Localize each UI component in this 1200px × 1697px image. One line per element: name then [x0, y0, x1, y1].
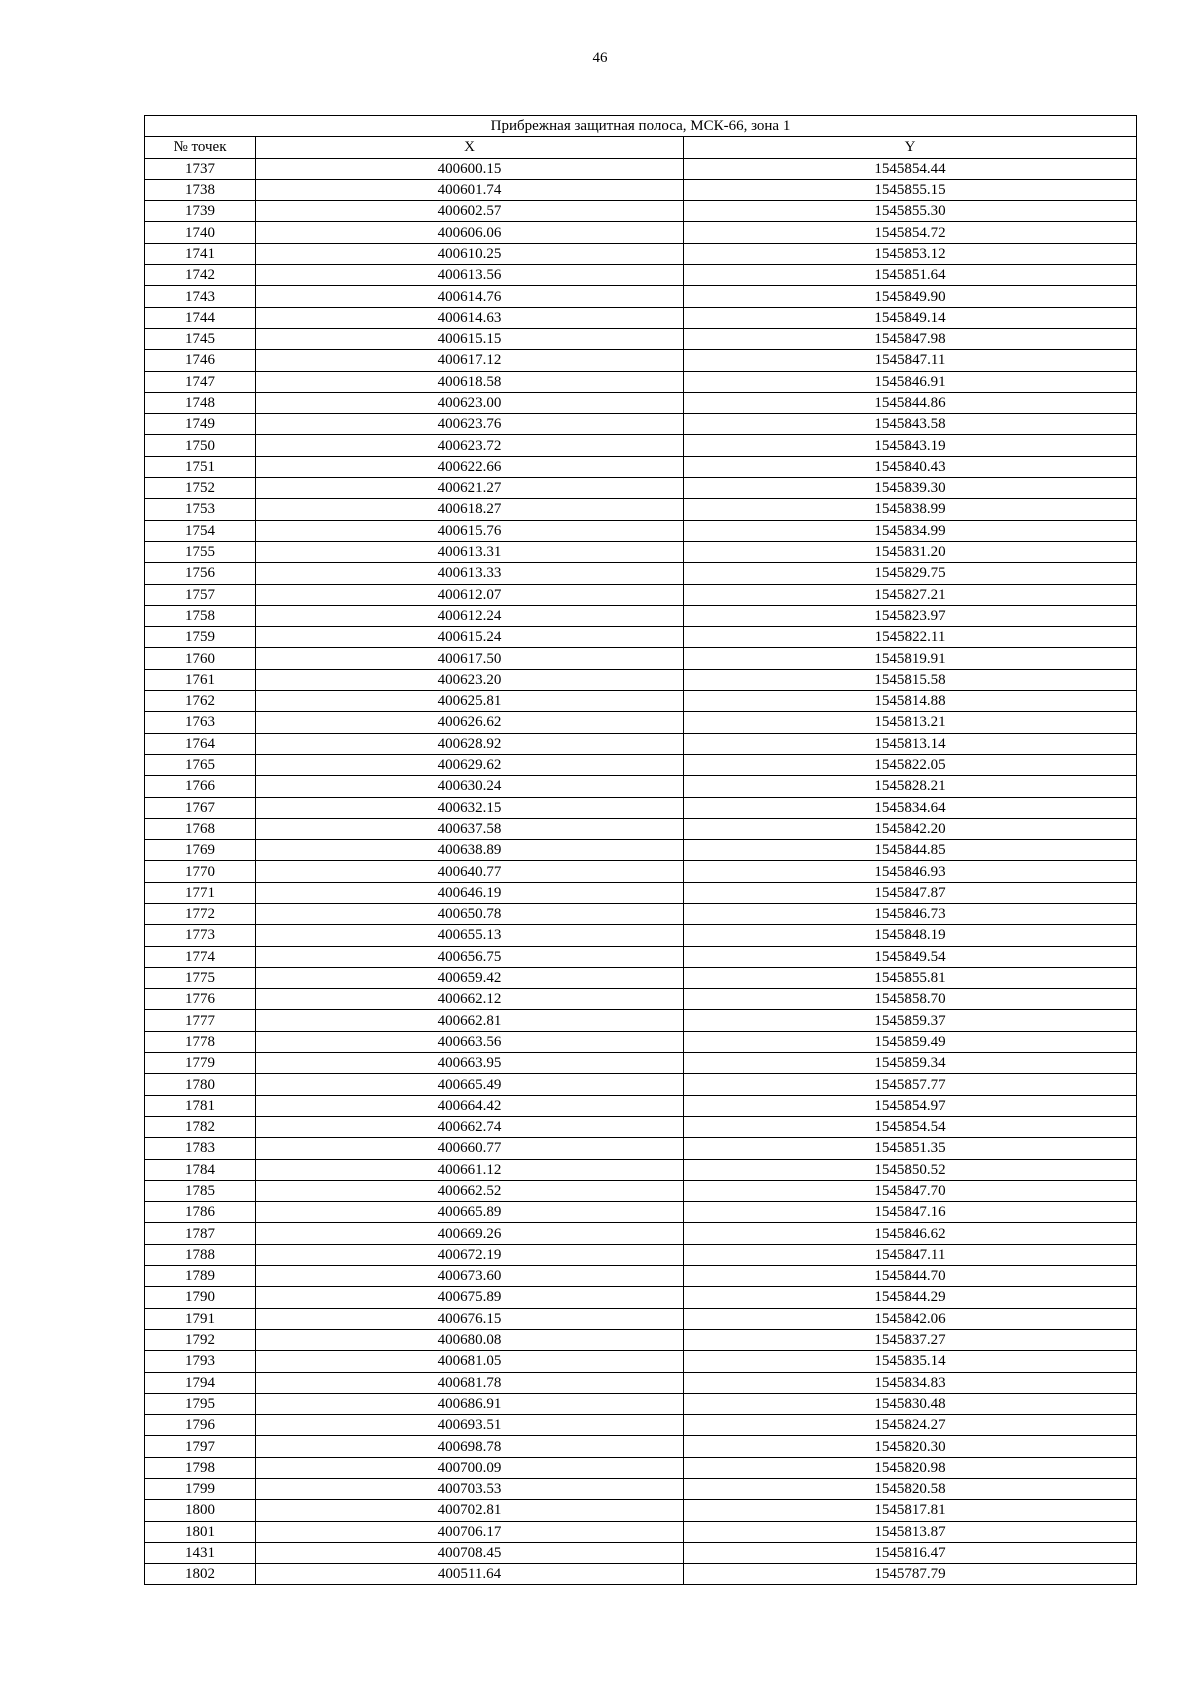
table-row	[145, 1266, 1137, 1287]
table-row	[145, 1351, 1137, 1372]
point-number-cell: 1743	[145, 286, 256, 307]
y-coordinate-cell: 1545843.58	[684, 414, 1137, 435]
header-point-number: № точек	[145, 137, 256, 158]
point-number-cell: 1762	[145, 691, 256, 712]
x-coordinate-cell: 400613.56	[256, 265, 684, 286]
point-number-cell: 1793	[145, 1351, 256, 1372]
x-coordinate-cell: 400706.17	[256, 1521, 684, 1542]
x-coordinate-cell: 400628.92	[256, 733, 684, 754]
x-coordinate-cell: 400662.52	[256, 1180, 684, 1201]
point-number-cell: 1780	[145, 1074, 256, 1095]
point-number-cell: 1741	[145, 243, 256, 264]
point-number-cell: 1750	[145, 435, 256, 456]
x-coordinate-cell: 400618.58	[256, 371, 684, 392]
y-coordinate-cell: 1545834.83	[684, 1372, 1137, 1393]
point-number-cell: 1740	[145, 222, 256, 243]
y-coordinate-cell: 1545827.21	[684, 584, 1137, 605]
point-number-cell: 1794	[145, 1372, 256, 1393]
y-coordinate-cell: 1545847.98	[684, 328, 1137, 349]
table-row	[145, 754, 1137, 775]
x-coordinate-cell: 400650.78	[256, 903, 684, 924]
x-coordinate-cell: 400665.49	[256, 1074, 684, 1095]
point-number-cell: 1800	[145, 1500, 256, 1521]
x-coordinate-cell: 400660.77	[256, 1138, 684, 1159]
y-coordinate-cell: 1545842.20	[684, 818, 1137, 839]
y-coordinate-cell: 1545854.44	[684, 158, 1137, 179]
y-coordinate-cell: 1545846.73	[684, 903, 1137, 924]
table-row	[145, 1074, 1137, 1095]
point-number-cell: 1801	[145, 1521, 256, 1542]
x-coordinate-cell: 400612.24	[256, 605, 684, 626]
point-number-cell: 1739	[145, 201, 256, 222]
x-coordinate-cell: 400663.95	[256, 1053, 684, 1074]
y-coordinate-cell: 1545839.30	[684, 478, 1137, 499]
y-coordinate-cell: 1545858.70	[684, 989, 1137, 1010]
x-coordinate-cell: 400675.89	[256, 1287, 684, 1308]
x-coordinate-cell: 400614.76	[256, 286, 684, 307]
table-row	[145, 179, 1137, 200]
table-row	[145, 1180, 1137, 1201]
table-row	[145, 840, 1137, 861]
point-number-cell: 1777	[145, 1010, 256, 1031]
table-row	[145, 435, 1137, 456]
y-coordinate-cell: 1545834.64	[684, 797, 1137, 818]
x-coordinate-cell: 400615.24	[256, 627, 684, 648]
point-number-cell: 1769	[145, 840, 256, 861]
x-coordinate-cell: 400662.12	[256, 989, 684, 1010]
x-coordinate-cell: 400686.91	[256, 1393, 684, 1414]
table-row	[145, 478, 1137, 499]
table-row	[145, 989, 1137, 1010]
table-row	[145, 286, 1137, 307]
point-number-cell: 1756	[145, 563, 256, 584]
table-row	[145, 967, 1137, 988]
point-number-cell: 1789	[145, 1266, 256, 1287]
x-coordinate-cell: 400623.00	[256, 392, 684, 413]
y-coordinate-cell: 1545849.14	[684, 307, 1137, 328]
point-number-cell: 1742	[145, 265, 256, 286]
x-coordinate-cell: 400600.15	[256, 158, 684, 179]
point-number-cell: 1798	[145, 1457, 256, 1478]
table-row	[145, 1202, 1137, 1223]
x-coordinate-cell: 400606.06	[256, 222, 684, 243]
table-row	[145, 414, 1137, 435]
point-number-cell: 1773	[145, 925, 256, 946]
table-row	[145, 712, 1137, 733]
table-row	[145, 648, 1137, 669]
point-number-cell: 1776	[145, 989, 256, 1010]
y-coordinate-cell: 1545817.81	[684, 1500, 1137, 1521]
y-coordinate-cell: 1545838.99	[684, 499, 1137, 520]
y-coordinate-cell: 1545813.21	[684, 712, 1137, 733]
point-number-cell: 1763	[145, 712, 256, 733]
x-coordinate-cell: 400708.45	[256, 1542, 684, 1563]
x-coordinate-cell: 400625.81	[256, 691, 684, 712]
x-coordinate-cell: 400617.12	[256, 350, 684, 371]
table-row	[145, 627, 1137, 648]
y-coordinate-cell: 1545847.70	[684, 1180, 1137, 1201]
point-number-cell: 1761	[145, 669, 256, 690]
point-number-cell: 1431	[145, 1542, 256, 1563]
point-number-cell: 1766	[145, 776, 256, 797]
x-coordinate-cell: 400626.62	[256, 712, 684, 733]
x-coordinate-cell: 400673.60	[256, 1266, 684, 1287]
table-row	[145, 1542, 1137, 1563]
y-coordinate-cell: 1545829.75	[684, 563, 1137, 584]
x-coordinate-cell: 400615.76	[256, 520, 684, 541]
point-number-cell: 1788	[145, 1244, 256, 1265]
point-number-cell: 1775	[145, 967, 256, 988]
point-number-cell: 1768	[145, 818, 256, 839]
table-row	[145, 563, 1137, 584]
table-row	[145, 818, 1137, 839]
y-coordinate-cell: 1545859.49	[684, 1031, 1137, 1052]
y-coordinate-cell: 1545846.91	[684, 371, 1137, 392]
point-number-cell: 1752	[145, 478, 256, 499]
y-coordinate-cell: 1545844.86	[684, 392, 1137, 413]
point-number-cell: 1778	[145, 1031, 256, 1052]
x-coordinate-cell: 400618.27	[256, 499, 684, 520]
x-coordinate-cell: 400676.15	[256, 1308, 684, 1329]
table-row	[145, 1457, 1137, 1478]
y-coordinate-cell: 1545824.27	[684, 1415, 1137, 1436]
table-row	[145, 903, 1137, 924]
point-number-cell: 1787	[145, 1223, 256, 1244]
y-coordinate-cell: 1545820.58	[684, 1479, 1137, 1500]
x-coordinate-cell: 400640.77	[256, 861, 684, 882]
point-number-cell: 1737	[145, 158, 256, 179]
table-row	[145, 882, 1137, 903]
x-coordinate-cell: 400662.81	[256, 1010, 684, 1031]
table-body	[145, 158, 1137, 1585]
point-number-cell: 1758	[145, 605, 256, 626]
table-row	[145, 925, 1137, 946]
table-row	[145, 669, 1137, 690]
y-coordinate-cell: 1545822.05	[684, 754, 1137, 775]
x-coordinate-cell: 400702.81	[256, 1500, 684, 1521]
y-coordinate-cell: 1545813.87	[684, 1521, 1137, 1542]
y-coordinate-cell: 1545847.16	[684, 1202, 1137, 1223]
y-coordinate-cell: 1545823.97	[684, 605, 1137, 626]
point-number-cell: 1797	[145, 1436, 256, 1457]
table-row	[145, 1244, 1137, 1265]
table-row	[145, 776, 1137, 797]
table-row	[145, 243, 1137, 264]
table-row	[145, 733, 1137, 754]
point-number-cell: 1744	[145, 307, 256, 328]
x-coordinate-cell: 400637.58	[256, 818, 684, 839]
x-coordinate-cell: 400613.31	[256, 541, 684, 562]
table-caption-row	[145, 116, 1137, 137]
x-coordinate-cell: 400665.89	[256, 1202, 684, 1223]
y-coordinate-cell: 1545846.93	[684, 861, 1137, 882]
y-coordinate-cell: 1545830.48	[684, 1393, 1137, 1414]
y-coordinate-cell: 1545851.35	[684, 1138, 1137, 1159]
table-row	[145, 520, 1137, 541]
coordinates-table	[144, 115, 1137, 1585]
y-coordinate-cell: 1545855.15	[684, 179, 1137, 200]
x-coordinate-cell: 400672.19	[256, 1244, 684, 1265]
point-number-cell: 1751	[145, 456, 256, 477]
x-coordinate-cell: 400681.05	[256, 1351, 684, 1372]
point-number-cell: 1802	[145, 1564, 256, 1585]
point-number-cell: 1772	[145, 903, 256, 924]
x-coordinate-cell: 400602.57	[256, 201, 684, 222]
table-caption: Прибрежная защитная полоса, МСК-66, зона 1	[145, 116, 1137, 137]
y-coordinate-cell: 1545847.87	[684, 882, 1137, 903]
table-row	[145, 1479, 1137, 1500]
table-row	[145, 946, 1137, 967]
table-row	[145, 201, 1137, 222]
table-row	[145, 499, 1137, 520]
point-number-cell: 1760	[145, 648, 256, 669]
table-header-row	[145, 137, 1137, 158]
point-number-cell: 1783	[145, 1138, 256, 1159]
x-coordinate-cell: 400662.74	[256, 1116, 684, 1137]
point-number-cell: 1774	[145, 946, 256, 967]
point-number-cell: 1792	[145, 1329, 256, 1350]
x-coordinate-cell: 400698.78	[256, 1436, 684, 1457]
table-row	[145, 371, 1137, 392]
y-coordinate-cell: 1545822.11	[684, 627, 1137, 648]
y-coordinate-cell: 1545859.34	[684, 1053, 1137, 1074]
page-number: 46	[592, 50, 608, 66]
x-coordinate-cell: 400612.07	[256, 584, 684, 605]
x-coordinate-cell: 400693.51	[256, 1415, 684, 1436]
y-coordinate-cell: 1545843.19	[684, 435, 1137, 456]
table-row	[145, 797, 1137, 818]
table-row	[145, 1500, 1137, 1521]
table-row	[145, 158, 1137, 179]
x-coordinate-cell: 400623.76	[256, 414, 684, 435]
point-number-cell: 1799	[145, 1479, 256, 1500]
y-coordinate-cell: 1545855.81	[684, 967, 1137, 988]
y-coordinate-cell: 1545820.98	[684, 1457, 1137, 1478]
x-coordinate-cell: 400632.15	[256, 797, 684, 818]
x-coordinate-cell: 400638.89	[256, 840, 684, 861]
y-coordinate-cell: 1545813.14	[684, 733, 1137, 754]
point-number-cell: 1782	[145, 1116, 256, 1137]
point-number-cell: 1791	[145, 1308, 256, 1329]
point-number-cell: 1753	[145, 499, 256, 520]
table-row	[145, 1415, 1137, 1436]
y-coordinate-cell: 1545853.12	[684, 243, 1137, 264]
y-coordinate-cell: 1545828.21	[684, 776, 1137, 797]
x-coordinate-cell: 400613.33	[256, 563, 684, 584]
x-coordinate-cell: 400663.56	[256, 1031, 684, 1052]
y-coordinate-cell: 1545849.90	[684, 286, 1137, 307]
y-coordinate-cell: 1545819.91	[684, 648, 1137, 669]
table-row	[145, 1436, 1137, 1457]
point-number-cell: 1790	[145, 1287, 256, 1308]
x-coordinate-cell: 400655.13	[256, 925, 684, 946]
table-row	[145, 1053, 1137, 1074]
y-coordinate-cell: 1545787.79	[684, 1564, 1137, 1585]
point-number-cell: 1765	[145, 754, 256, 775]
table-row	[145, 1287, 1137, 1308]
x-coordinate-cell: 400614.63	[256, 307, 684, 328]
y-coordinate-cell: 1545840.43	[684, 456, 1137, 477]
y-coordinate-cell: 1545848.19	[684, 925, 1137, 946]
point-number-cell: 1796	[145, 1415, 256, 1436]
x-coordinate-cell: 400615.15	[256, 328, 684, 349]
table-row	[145, 1372, 1137, 1393]
point-number-cell: 1764	[145, 733, 256, 754]
table-row	[145, 1031, 1137, 1052]
x-coordinate-cell: 400700.09	[256, 1457, 684, 1478]
y-coordinate-cell: 1545815.58	[684, 669, 1137, 690]
x-coordinate-cell: 400646.19	[256, 882, 684, 903]
x-coordinate-cell: 400661.12	[256, 1159, 684, 1180]
x-coordinate-cell: 400623.20	[256, 669, 684, 690]
x-coordinate-cell: 400659.42	[256, 967, 684, 988]
table-row	[145, 222, 1137, 243]
point-number-cell: 1779	[145, 1053, 256, 1074]
point-number-cell: 1755	[145, 541, 256, 562]
x-coordinate-cell: 400680.08	[256, 1329, 684, 1350]
table-row	[145, 691, 1137, 712]
point-number-cell: 1770	[145, 861, 256, 882]
y-coordinate-cell: 1545847.11	[684, 1244, 1137, 1265]
x-coordinate-cell: 400681.78	[256, 1372, 684, 1393]
point-number-cell: 1795	[145, 1393, 256, 1414]
table-row	[145, 307, 1137, 328]
x-coordinate-cell: 400617.50	[256, 648, 684, 669]
table-row	[145, 1095, 1137, 1116]
x-coordinate-cell: 400703.53	[256, 1479, 684, 1500]
y-coordinate-cell: 1545842.06	[684, 1308, 1137, 1329]
x-coordinate-cell: 400621.27	[256, 478, 684, 499]
point-number-cell: 1745	[145, 328, 256, 349]
point-number-cell: 1784	[145, 1159, 256, 1180]
table-row	[145, 584, 1137, 605]
x-coordinate-cell: 400610.25	[256, 243, 684, 264]
y-coordinate-cell: 1545814.88	[684, 691, 1137, 712]
table-row	[145, 392, 1137, 413]
y-coordinate-cell: 1545849.54	[684, 946, 1137, 967]
table-row	[145, 861, 1137, 882]
x-coordinate-cell: 400630.24	[256, 776, 684, 797]
x-coordinate-cell: 400664.42	[256, 1095, 684, 1116]
point-number-cell: 1746	[145, 350, 256, 371]
point-number-cell: 1781	[145, 1095, 256, 1116]
y-coordinate-cell: 1545831.20	[684, 541, 1137, 562]
y-coordinate-cell: 1545844.85	[684, 840, 1137, 861]
y-coordinate-cell: 1545859.37	[684, 1010, 1137, 1031]
table-row	[145, 605, 1137, 626]
y-coordinate-cell: 1545854.54	[684, 1116, 1137, 1137]
y-coordinate-cell: 1545851.64	[684, 265, 1137, 286]
x-coordinate-cell: 400511.64	[256, 1564, 684, 1585]
table-row	[145, 1223, 1137, 1244]
table-row	[145, 1138, 1137, 1159]
table-row	[145, 265, 1137, 286]
point-number-cell: 1748	[145, 392, 256, 413]
y-coordinate-cell: 1545847.11	[684, 350, 1137, 371]
y-coordinate-cell: 1545854.97	[684, 1095, 1137, 1116]
table-row	[145, 1116, 1137, 1137]
table-row	[145, 1308, 1137, 1329]
point-number-cell: 1759	[145, 627, 256, 648]
y-coordinate-cell: 1545834.99	[684, 520, 1137, 541]
header-y: Y	[684, 137, 1137, 158]
y-coordinate-cell: 1545846.62	[684, 1223, 1137, 1244]
y-coordinate-cell: 1545850.52	[684, 1159, 1137, 1180]
y-coordinate-cell: 1545855.30	[684, 201, 1137, 222]
header-x: X	[256, 137, 684, 158]
table-row	[145, 541, 1137, 562]
point-number-cell: 1767	[145, 797, 256, 818]
table-row	[145, 1010, 1137, 1031]
table-row	[145, 350, 1137, 371]
x-coordinate-cell: 400629.62	[256, 754, 684, 775]
point-number-cell: 1771	[145, 882, 256, 903]
table-row	[145, 456, 1137, 477]
point-number-cell: 1747	[145, 371, 256, 392]
x-coordinate-cell: 400622.66	[256, 456, 684, 477]
y-coordinate-cell: 1545857.77	[684, 1074, 1137, 1095]
table-row	[145, 1329, 1137, 1350]
table-row	[145, 1521, 1137, 1542]
y-coordinate-cell: 1545844.70	[684, 1266, 1137, 1287]
y-coordinate-cell: 1545816.47	[684, 1542, 1137, 1563]
table-row	[145, 1159, 1137, 1180]
y-coordinate-cell: 1545844.29	[684, 1287, 1137, 1308]
point-number-cell: 1754	[145, 520, 256, 541]
table-row	[145, 1393, 1137, 1414]
x-coordinate-cell: 400669.26	[256, 1223, 684, 1244]
table-row	[145, 328, 1137, 349]
point-number-cell: 1785	[145, 1180, 256, 1201]
table-row	[145, 1564, 1137, 1585]
point-number-cell: 1757	[145, 584, 256, 605]
point-number-cell: 1738	[145, 179, 256, 200]
y-coordinate-cell: 1545820.30	[684, 1436, 1137, 1457]
y-coordinate-cell: 1545835.14	[684, 1351, 1137, 1372]
point-number-cell: 1786	[145, 1202, 256, 1223]
y-coordinate-cell: 1545854.72	[684, 222, 1137, 243]
point-number-cell: 1749	[145, 414, 256, 435]
y-coordinate-cell: 1545837.27	[684, 1329, 1137, 1350]
x-coordinate-cell: 400623.72	[256, 435, 684, 456]
x-coordinate-cell: 400656.75	[256, 946, 684, 967]
x-coordinate-cell: 400601.74	[256, 179, 684, 200]
